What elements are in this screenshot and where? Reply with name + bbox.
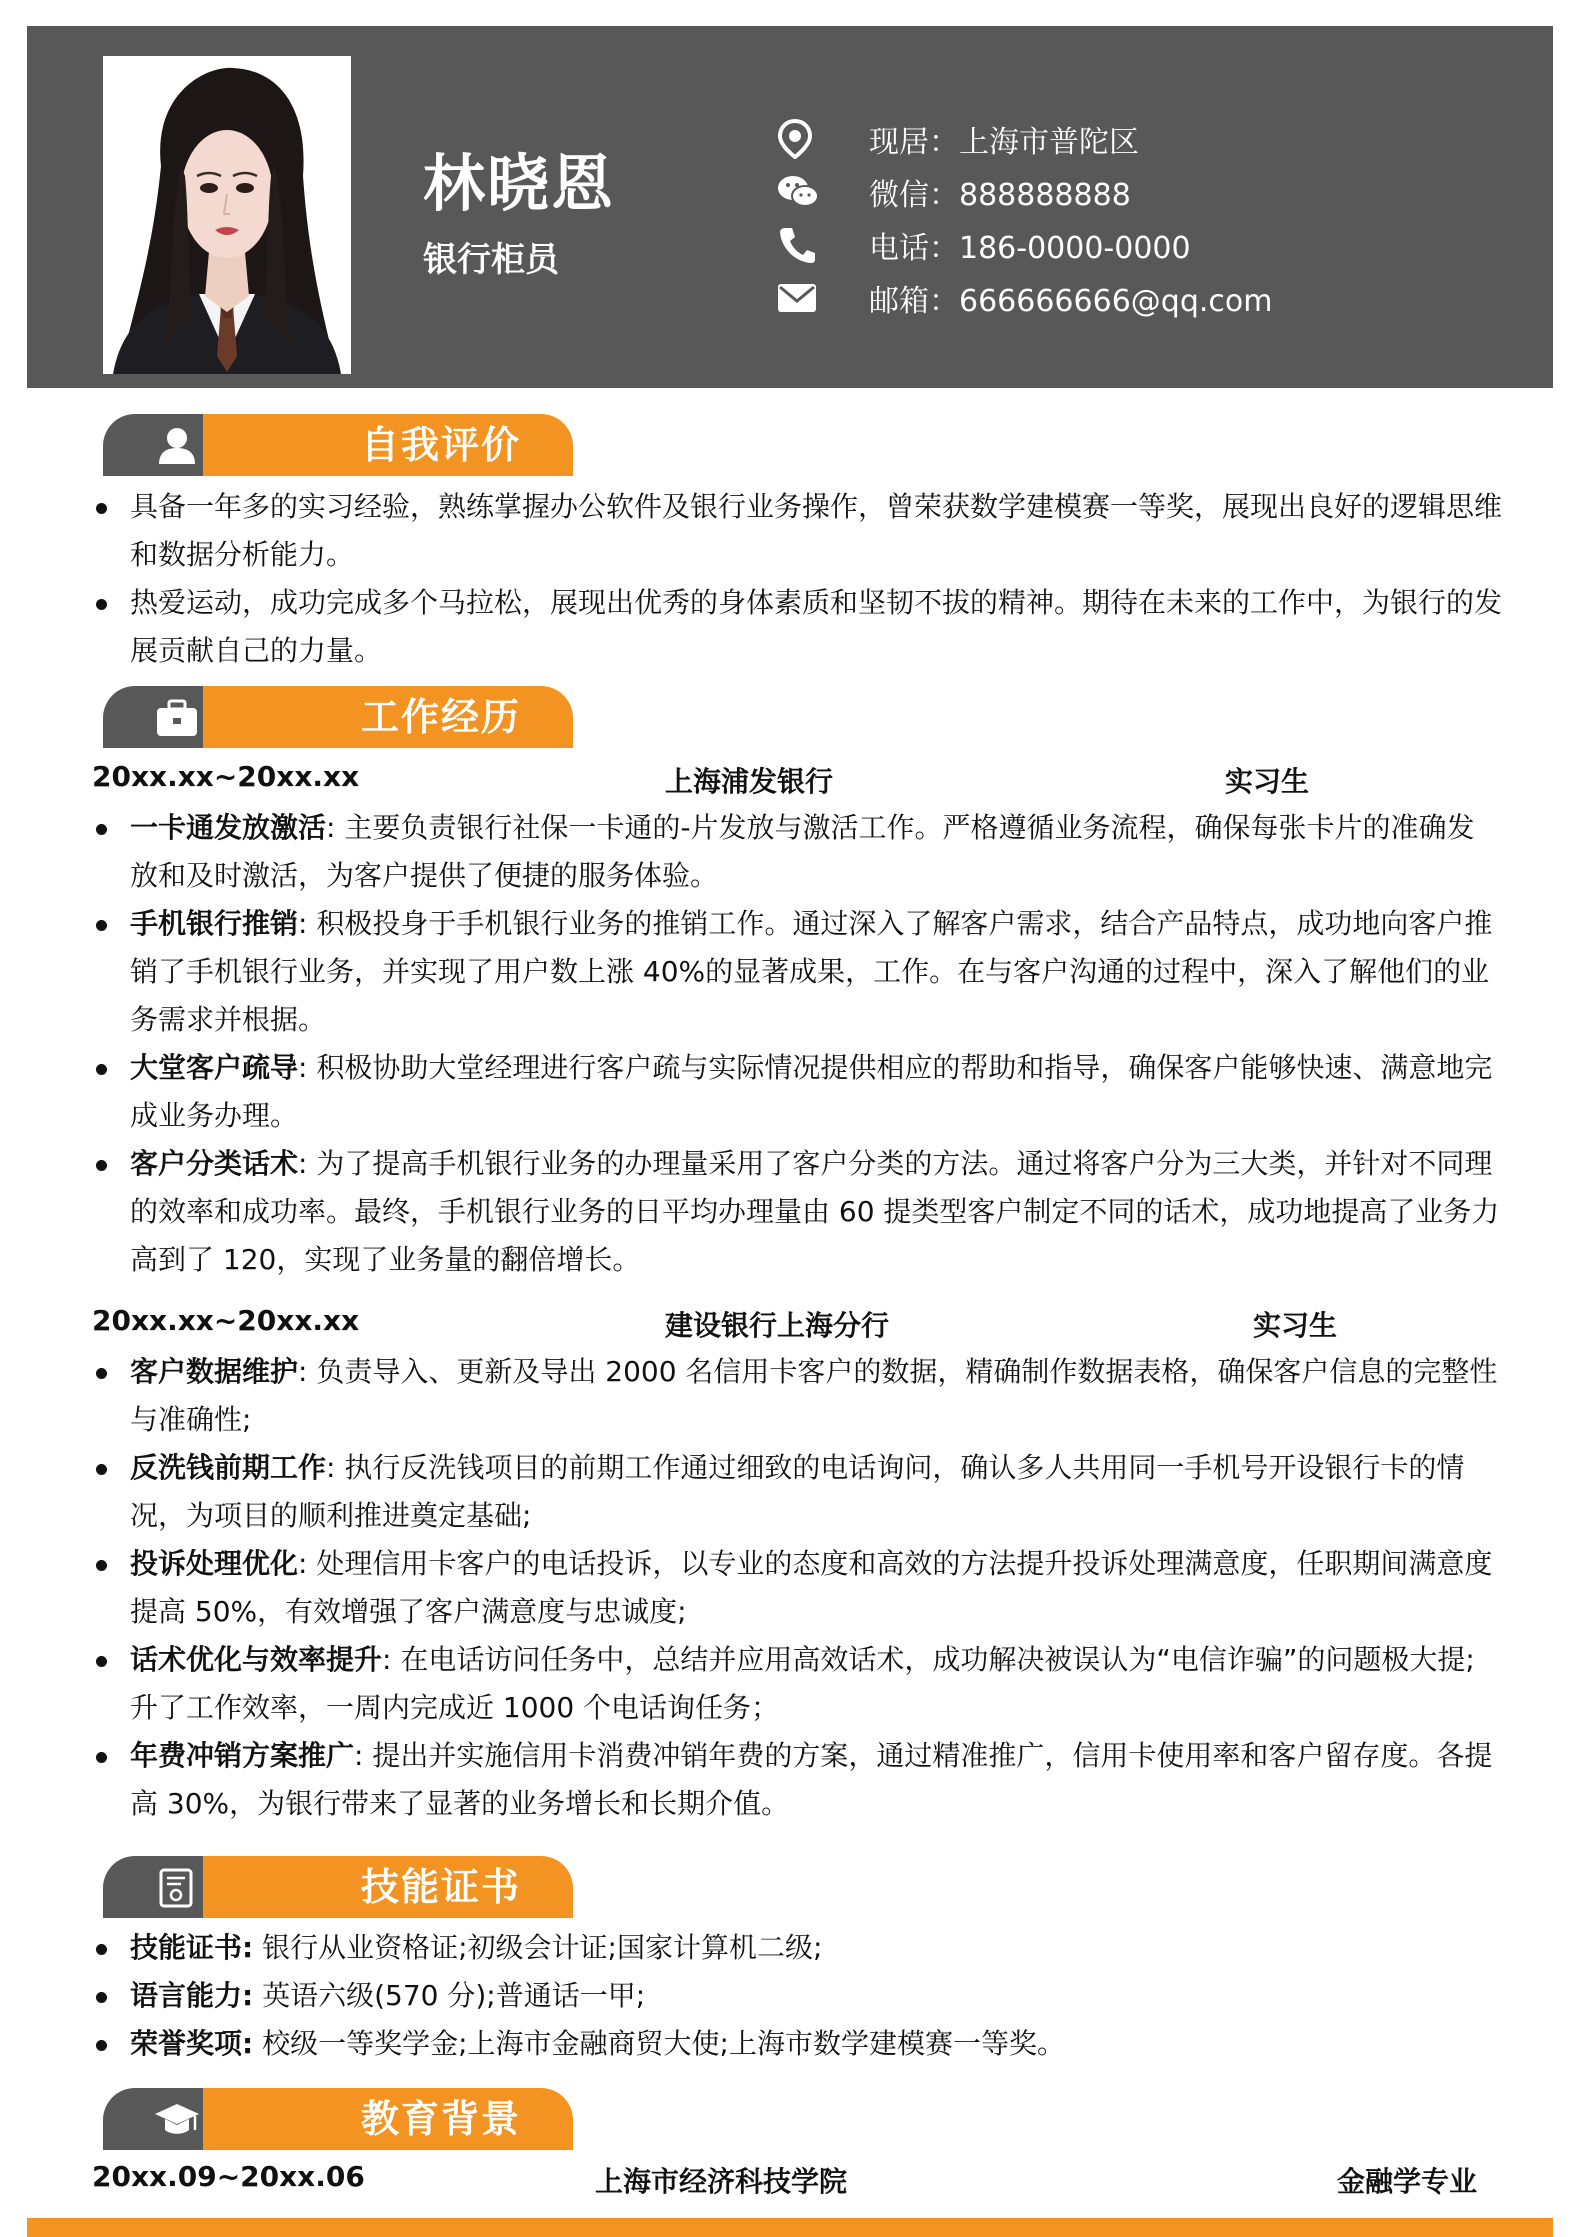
list-item: 年费冲销方案推广: 提出并实施信用卡消费冲销年费的方案，通过精准推广，信用卡使用率和客户留存度。各提高 30%，为银行带来了显著的业务增长和长期介值。 [92,1732,1502,1828]
list-item: 客户数据维护: 负责导入、更新及导出 2000 名信用卡客户的数据，精确制作数据表格，确保客户信息的完整性与准确性; [92,1348,1502,1444]
job-position: 实习生 [1225,765,1310,798]
phone-icon [777,225,821,265]
section-header-work [103,686,522,748]
job-company: 建设银行上海分行 [665,1309,890,1342]
wechat-icon [777,172,821,212]
job-period: 20xx.xx~20xx.xx [92,760,360,793]
footer-accent-bar [27,2218,1553,2237]
graduation-cap-icon [151,2100,203,2140]
certificate-icon [151,1868,203,1908]
contact-wechat [777,165,1272,218]
briefcase-icon [151,698,203,738]
mail-icon [777,278,821,318]
list-item: 手机银行推销: 积极投身于手机银行业务的推销工作。通过深入了解客户需求，结合产品特点，成功地向客户推销了手机银行业务，并实现了用户数上涨 40%的显著成果，工作。在与客户沟通的过程中，深入了解他们的业务需求并根据。 [92,900,1502,1044]
self-evaluation-list [92,483,1502,675]
education-school: 上海市经济科技学院 [595,2165,848,2198]
list-item: 一卡通发放激活: 主要负责银行社保一卡通的-片发放与激活工作。严格遵循业务流程，确保每张卡片的准确发放和及时激活，为客户提供了便捷的服务体验。 [92,804,1502,900]
job-2-duties [92,1348,1502,1828]
contact-wechat-text: 微信：888888888 [869,177,1131,213]
profile-photo [103,56,351,374]
list-item: 话术优化与效率提升: 在电话访问任务中，总结并应用高效话术，成功解决被误认为“电信诈骗”的问题极大提;升了工作效率，一周内完成近 1000 个电话询任务； [92,1636,1502,1732]
list-item: 热爱运动，成功完成多个马拉松，展现出优秀的身体素质和坚韧不拔的精神。期待在未来的工作中，为银行的发展贡献自己的力量。 [92,579,1502,675]
contact-phone [777,218,1272,271]
job-company: 上海浦发银行 [665,765,834,798]
education-period: 20xx.09~20xx.06 [92,2160,365,2193]
resume-header [27,26,1553,388]
job-position: 实习生 [1253,1309,1338,1342]
list-item: 技能证书: 银行从业资格证;初级会计证;国家计算机二级; [92,1924,1502,1972]
contact-location-text: 现居：上海市普陀区 [869,124,1139,160]
contact-location [777,112,1272,165]
section-title-education: 教育背景 [203,2088,573,2150]
section-title-work: 工作经历 [203,686,573,748]
list-item: 投诉处理优化: 处理信用卡客户的电话投诉，以专业的态度和高效的方法提升投诉处理满意度，任职期间满意度提高 50%，有效增强了客户满意度与忠诚度; [92,1540,1502,1636]
section-header-education [103,2088,522,2150]
section-title-self: 自我评价 [203,414,573,476]
job-header-2 [92,1304,1502,1344]
list-item: 荣誉奖项: 校级一等奖学金;上海市金融商贸大使;上海市数学建模赛一等奖。 [92,2020,1502,2068]
section-header-self-evaluation [103,414,522,476]
job-1-duties [92,804,1502,1284]
contact-email [777,271,1272,324]
education-row [92,2160,1502,2200]
candidate-name: 林晓恩 [423,147,616,220]
location-icon [777,119,821,159]
job-title: 银行柜员 [423,240,559,280]
list-item: 具备一年多的实习经验，熟练掌握办公软件及银行业务操作，曾荣获数学建模赛一等奖，展现出良好的逻辑思维和数据分析能力。 [92,483,1502,579]
contact-phone-text: 电话：186-0000-0000 [869,230,1191,266]
list-item: 客户分类话术: 为了提高手机银行业务的办理量采用了客户分类的方法。通过将客户分为三大类，并针对不同理的效率和成功率。最终，手机银行业务的日平均办理量由 60 提类型客户制定不同的话术，成功地提高了业务力高到了 120，实现了业务量的翻倍增长。 [92,1140,1502,1284]
list-item: 大堂客户疏导: 积极协助大堂经理进行客户疏与实际情况提供相应的帮助和指导，确保客户能够快速、满意地完成业务办理。 [92,1044,1502,1140]
education-major: 金融学专业 [1337,2165,1478,2198]
job-header-1 [92,760,1502,800]
contact-list [777,112,1272,324]
portrait-illustration [103,56,351,374]
job-period: 20xx.xx~20xx.xx [92,1304,360,1337]
user-icon [151,426,203,466]
contact-email-text: 邮箱：666666666@qq.com [869,283,1273,319]
section-title-skills: 技能证书 [203,1856,573,1918]
section-header-skills [103,1856,522,1918]
skills-list [92,1924,1502,2068]
list-item: 反洗钱前期工作: 执行反洗钱项目的前期工作通过细致的电话询问，确认多人共用同一手机号开设银行卡的情况，为项目的顺利推进奠定基础; [92,1444,1502,1540]
list-item: 语言能力: 英语六级(570 分);普通话一甲; [92,1972,1502,2020]
